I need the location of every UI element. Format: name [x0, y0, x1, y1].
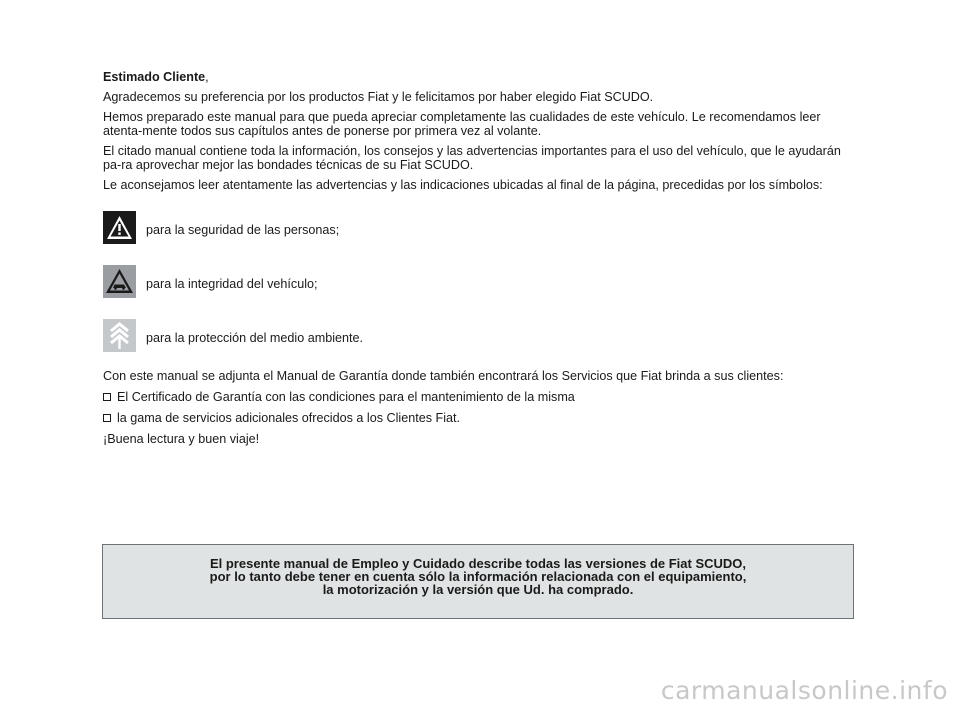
closing-line: ¡Buena lectura y buen viaje!	[103, 432, 260, 446]
paragraph-warranty-intro: Con este manual se adjunta el Manual de Garantía donde también encontrará los Servicios que Fiat brinda a sus clientes:	[103, 369, 784, 383]
symbol-vehicle-text: para la integridad del vehículo;	[146, 277, 318, 291]
warning-person-icon	[103, 211, 136, 244]
greeting-punct: ,	[205, 70, 209, 84]
bullet-warranty-certificate	[103, 390, 855, 404]
bullet-text: El Certificado de Garantía con las condiciones para el mantenimiento de la misma	[117, 390, 575, 404]
paragraph-symbols-intro: Le aconsejamos leer atentamente las advertencias y las indicaciones ubicadas al final de la página, precedidas por los símbolos:	[103, 178, 823, 192]
manual-intro	[103, 70, 855, 452]
symbol-row-safety	[103, 211, 855, 247]
versions-notice-box	[102, 544, 854, 619]
symbol-environment-text: para la protección del medio ambiente.	[146, 331, 364, 345]
bullet-text: la gama de servicios adicionales ofrecidos a los Clientes Fiat.	[117, 411, 460, 425]
warning-vehicle-icon	[103, 265, 136, 298]
paragraph-manual-purpose: Hemos preparado este manual para que pueda apreciar completamente las cualidades de este vehículo. Le recomendamos leer atenta-mente todos sus capítulos antes de ponerse por primera vez al volante.	[103, 110, 821, 138]
checkbox-bullet-icon	[103, 393, 111, 401]
paragraph-thanks: Agradecemos su preferencia por los productos Fiat y le felicitamos por haber elegido Fiat SCUDO.	[103, 90, 654, 104]
environment-icon	[103, 319, 136, 352]
bullet-additional-services	[103, 411, 855, 425]
notice-line-1: El presente manual de Empleo y Cuidado describe todas las versiones de Fiat SCUDO,	[209, 556, 747, 571]
site-watermark: carmanualsonline.info	[660, 676, 948, 705]
symbol-row-environment	[103, 319, 855, 355]
greeting-line	[103, 70, 855, 84]
notice-line-3: la motorización y la versión que Ud. ha comprado.	[322, 582, 634, 597]
symbol-safety-text: para la seguridad de las personas;	[146, 223, 340, 237]
symbol-row-vehicle	[103, 265, 855, 301]
greeting-bold: Estimado Cliente	[103, 70, 206, 84]
notice-line-2: por lo tanto debe tener en cuenta sólo la información relacionada con el equipamiento,	[209, 569, 747, 584]
checkbox-bullet-icon	[103, 414, 111, 422]
paragraph-manual-contents: El citado manual contiene toda la información, los consejos y las advertencias importantes para el uso del vehículo, que le ayudarán pa-ra aprovechar mejor las bondades técnicas de su Fiat SCUDO.	[103, 144, 841, 172]
